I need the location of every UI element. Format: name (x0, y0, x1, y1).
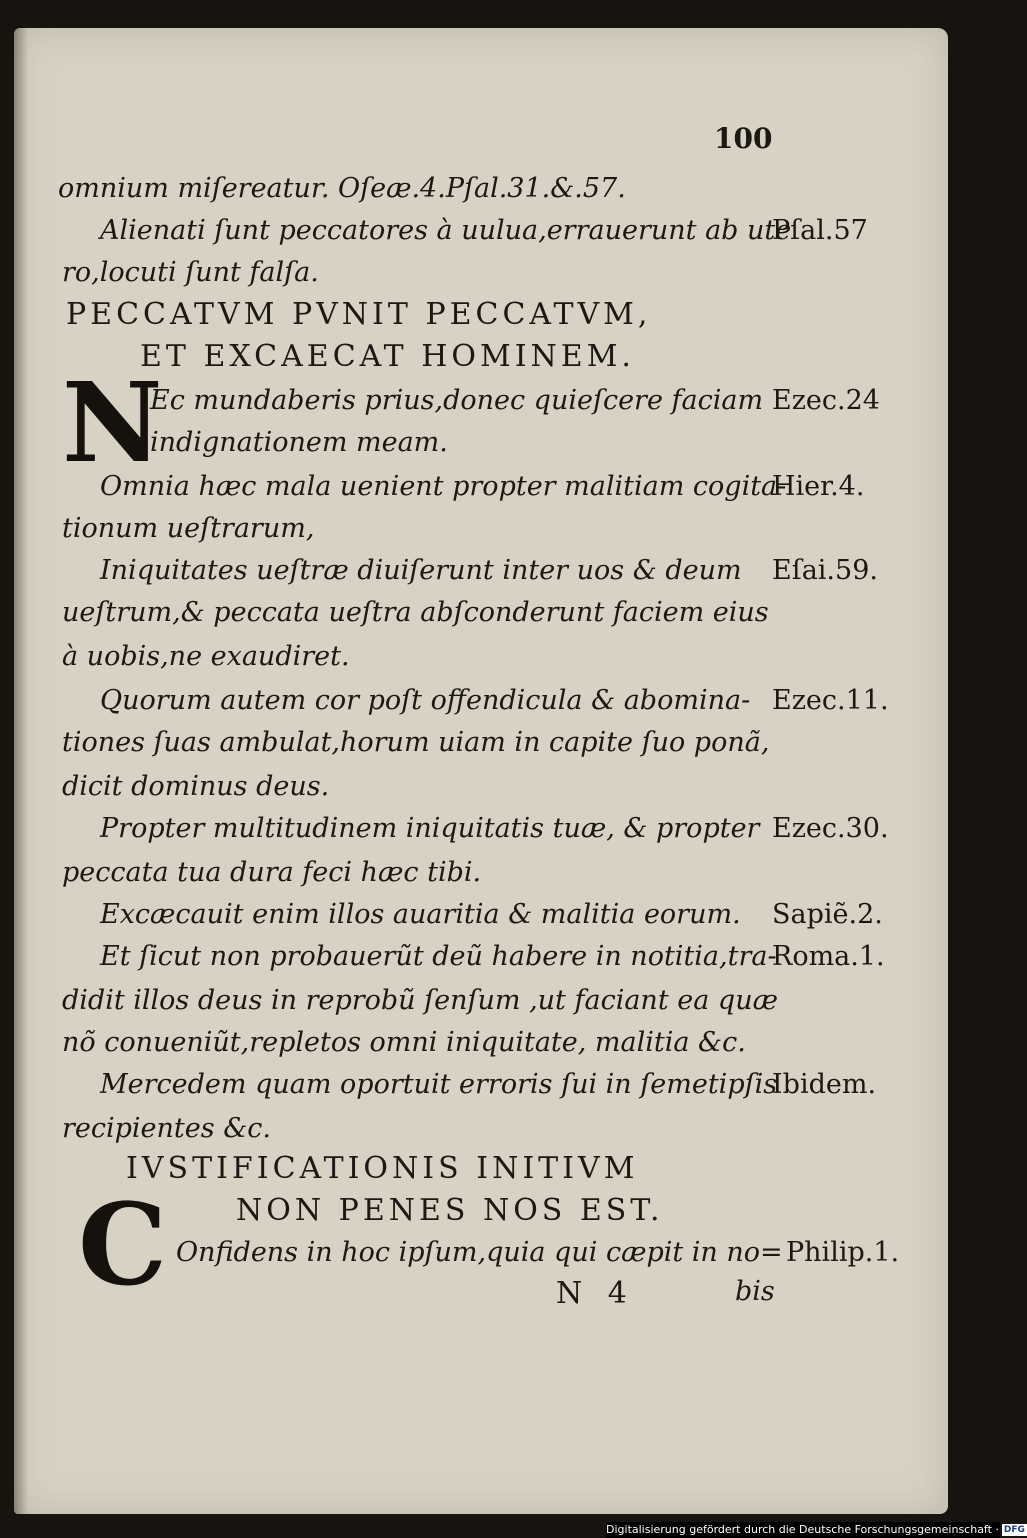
section-heading-2-line-1: IVSTIFICATIONIS INITIVM (126, 1151, 639, 1186)
margin-ref-roma-1: Roma.1. (772, 941, 885, 972)
text-line-23: recipientes &c. (62, 1113, 271, 1144)
text-line-1: omnium miſereatur. Oſeæ.4.Pſal.31.&.57. (58, 173, 626, 204)
margin-ref-sapien-2: Sapiẽ.2. (772, 899, 883, 930)
text-line-9: tionum ueſtrarum, (62, 513, 315, 544)
margin-ref-psalm: Pſal.57 (772, 215, 868, 246)
margin-ref-esai-59: Eſai.59. (772, 555, 878, 586)
margin-ref-ezec-30: Ezec.30. (772, 813, 889, 844)
text-line-17: peccata tua dura feci hæc tibi. (62, 857, 482, 888)
drop-cap-c: C (78, 1180, 168, 1311)
margin-ref-philip-1: Philip.1. (786, 1237, 900, 1268)
text-line-26: Onfidens in hoc ipſum,quia qui cæpit in no= (176, 1237, 783, 1268)
digitization-credit-text: Digitalisierung gefördert durch die Deutsche Forschungsgemeinschaft · (606, 1523, 999, 1536)
section-heading-line-2: ET EXCAECAT HOMINEM. (140, 339, 635, 374)
text-line-16: Propter multitudinem iniquitatis tuæ, & propter (100, 813, 760, 844)
text-line-19: Et ſicut non probauerũt deũ habere in notitia,tra- (100, 941, 777, 972)
margin-ref-hier-4: Hier.4. (772, 471, 865, 502)
dfg-logo: DFG (1003, 1525, 1025, 1535)
text-line-2: Alienati ſunt peccatores à uulua,errauerunt ab ute (100, 215, 792, 246)
text-line-22: Mercedem quam oportuit erroris ſui in ſemetipſis (100, 1069, 778, 1100)
text-line-8: Omnia hæc mala uenient propter malitiam cogita- (100, 471, 787, 502)
text-line-20: didit illos deus in reprobũ ſenſum ,ut faciant ea quæ (62, 985, 778, 1016)
catchword: bis (735, 1276, 775, 1307)
text-line-21: nõ conueniũt,repletos omni iniquitate, malitia &c. (62, 1027, 746, 1058)
drop-cap-n: N (62, 358, 163, 487)
margin-ref-ezec-24: Ezec.24 (772, 385, 880, 416)
text-line-10: Iniquitates ueſtræ diuiſerunt inter uos & deum (100, 555, 742, 586)
page-number: 100 (714, 122, 773, 155)
text-line-13: Quorum autem cor poſt offendicula & abomina- (100, 685, 751, 716)
text-line-3: ro,locuti ſunt falſa. (62, 257, 319, 288)
text-line-7: indignationem meam. (150, 427, 448, 458)
text-line-11: ueſtrum,& peccata ueſtra abſconderunt faciem eius (62, 597, 769, 628)
signature-mark: N 4 (556, 1276, 635, 1311)
text-line-15: dicit dominus deus. (62, 771, 330, 802)
digitization-credit-bar (606, 1522, 1025, 1538)
margin-ref-ezec-11: Ezec.11. (772, 685, 889, 716)
text-line-18: Excæcauit enim illos auaritia & malitia eorum. (100, 899, 741, 930)
text-line-14: tiones ſuas ambulat,horum uiam in capite ſuo ponã, (62, 727, 770, 758)
text-line-12: à uobis,ne exaudiret. (62, 641, 350, 672)
margin-ref-ibidem: Ibidem. (772, 1069, 877, 1100)
text-line-6: Ec mundaberis prius,donec quieſcere faciam (150, 385, 764, 416)
section-heading-line-1: PECCATVM PVNIT PECCATVM, (66, 297, 652, 332)
section-heading-2-line-2: NON PENES NOS EST. (236, 1193, 664, 1228)
